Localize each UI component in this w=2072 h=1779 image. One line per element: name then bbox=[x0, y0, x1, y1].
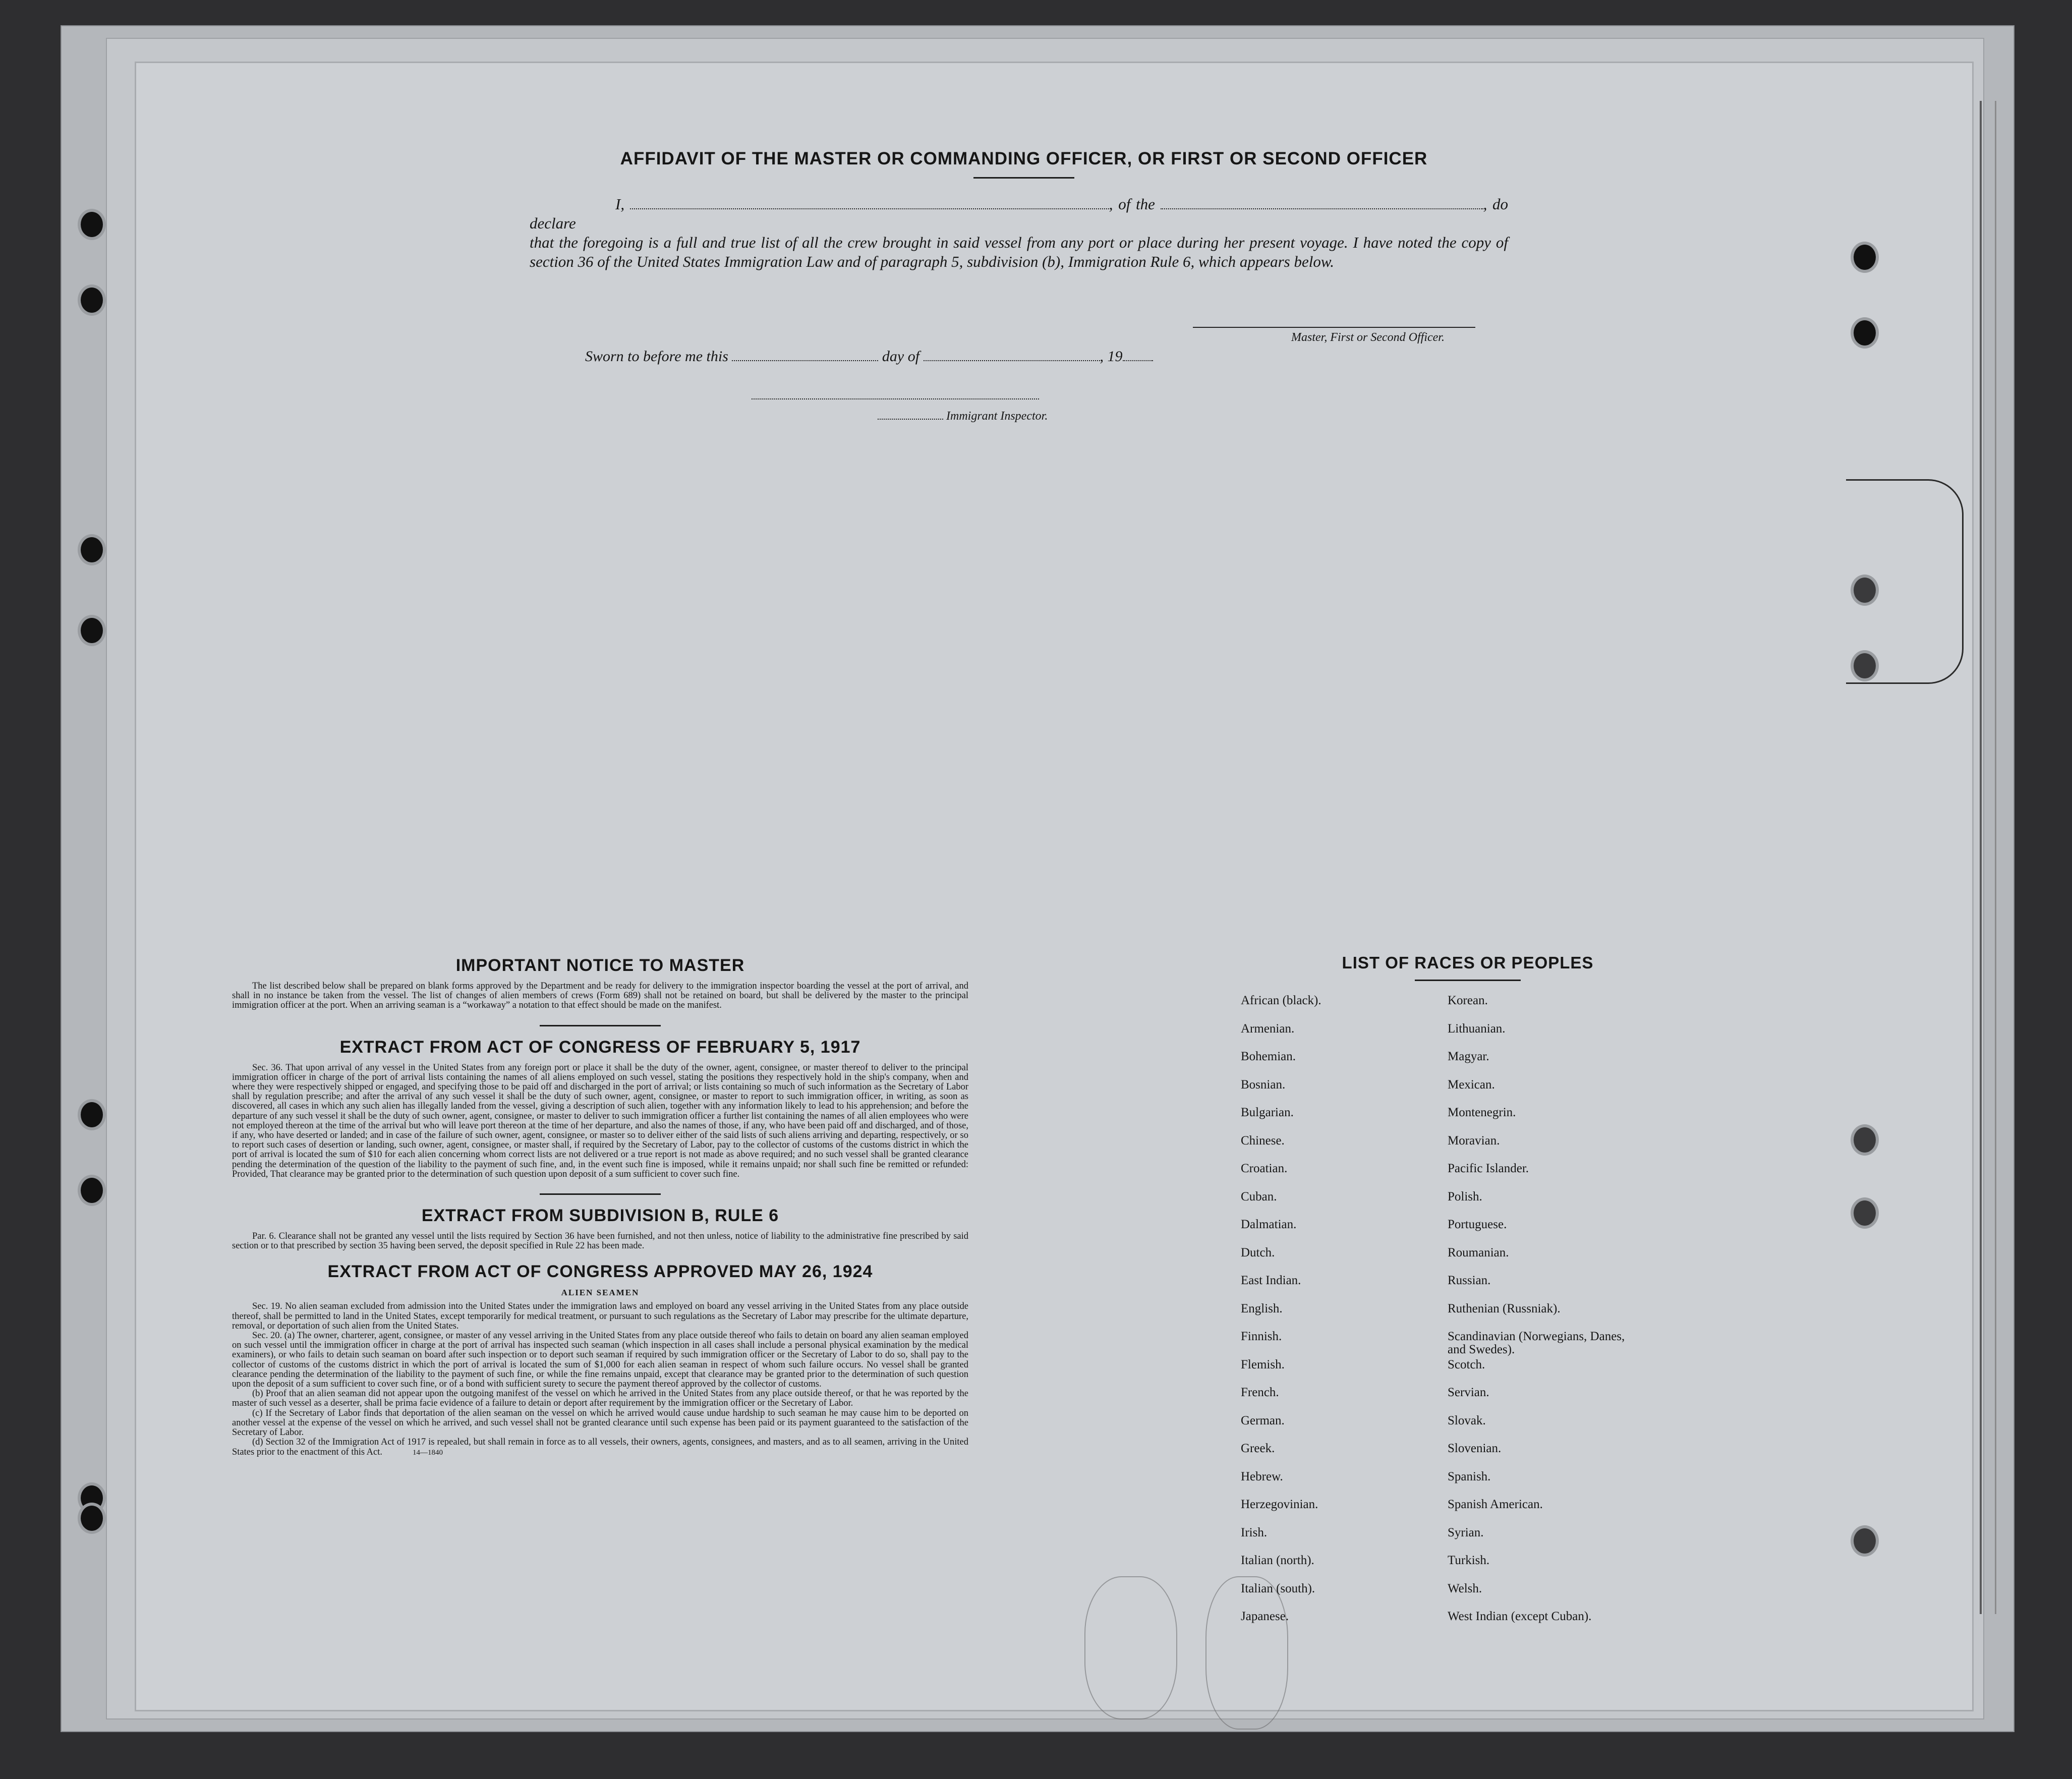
section-divider bbox=[540, 1193, 661, 1195]
race-item: Korean. bbox=[1448, 994, 1488, 1007]
race-item: English. bbox=[1241, 1301, 1283, 1315]
race-item: Roumanian. bbox=[1448, 1245, 1509, 1259]
race-item: Ruthenian (Russniak). bbox=[1448, 1301, 1561, 1315]
extract1-title: EXTRACT FROM ACT OF CONGRESS OF FEBRUARY 5, 1917 bbox=[339, 1037, 861, 1057]
inspector-caption: Immigrant Inspector. bbox=[946, 410, 1048, 423]
page-edge-line bbox=[1980, 101, 1982, 1614]
sworn-year: , 19 bbox=[1100, 348, 1123, 365]
extract2-body: Par. 6. Clearance shall not be granted any vessel until the lists required by Section 36 have been furnished, and not then unless, notice of liability to the administrative fine prescribed by said section or to that prescribed by section 35 having been served, the deposit specified in Rule 22 has been made. bbox=[232, 1231, 968, 1251]
signature-caption: Master, First or Second Officer. bbox=[1291, 331, 1445, 344]
sworn-statement bbox=[585, 348, 1153, 365]
extract3-sec20a: Sec. 20. (a) The owner, charterer, agent, consignee, or master of any vessel arriving in the United States from any place outside thereof who fails to detain on board any alien seaman employed on such vessel until the immigration officer in charge at the port of arrival has inspected such seaman (which inspection in all cases shall include a personal physical examination by the medical examiners), or who fails to detain such seaman on board after such inspection or to deport such seaman if required by such immigration officer or the Secretary of Labor to do so, shall pay to the collector of customs of the customs district in which the port of arrival is located the sum of $1,000 for each alien seaman in respect of whom such failure occurs. No vessel shall be granted clearance pending the determination of the liability to the payment of such fine, or while the fine remains unpaid, except that clearance may be granted prior to the determination of such question upon the deposit of a sum sufficient to cover such fine, or of a bond with sufficient surety to secure the payment thereof approved by the collector of customs. bbox=[232, 1331, 968, 1390]
title-rule bbox=[973, 177, 1074, 179]
binder-hole bbox=[81, 618, 103, 643]
declaration-text bbox=[530, 195, 1508, 271]
notice-section bbox=[232, 956, 968, 1458]
extract3-sec19: Sec. 19. No alien seaman excluded from admission into the United States under the immigration laws and employed on board any vessel arriving in the United States from any place outside thereof, shall be permitted to land in the United States, except temporarily for medical treatment, or pursuant to such regulations as the Secretary of Labor may prescribe for the ultimate departure, removal, or deportation of such alien from the United States. bbox=[232, 1301, 968, 1331]
races-right-column bbox=[1448, 994, 1629, 1638]
race-item: Hebrew. bbox=[1241, 1469, 1283, 1483]
declare-i: I, bbox=[615, 195, 625, 213]
declare-body: that the foregoing is a full and true list of all the crew brought in said vessel from any port or place during her present voyage. I have noted the copy of section 36 of the United States Immigration Law and of paragraph 5, subdivision (b), Immigration Rule 6, which appears below. bbox=[530, 234, 1508, 270]
extract3-sec20d bbox=[232, 1438, 968, 1457]
extract3-subtitle: ALIEN SEAMEN bbox=[561, 1288, 640, 1298]
races-title: LIST OF RACES OR PEOPLES bbox=[1342, 953, 1594, 972]
notice-title: IMPORTANT NOTICE TO MASTER bbox=[455, 956, 745, 975]
race-item: West Indian (except Cuban). bbox=[1448, 1610, 1592, 1623]
race-item: Syrian. bbox=[1448, 1525, 1484, 1539]
binder-hole bbox=[1854, 1127, 1876, 1153]
declare-do-declare: , do declare bbox=[530, 195, 1508, 232]
binder-hole bbox=[1854, 1528, 1876, 1554]
binder-hole bbox=[81, 1102, 103, 1127]
binder-hole bbox=[81, 537, 103, 562]
master-name-blank bbox=[630, 196, 1109, 209]
race-item: German. bbox=[1241, 1413, 1285, 1427]
signature-line bbox=[1193, 327, 1475, 328]
inspector-caption-lead bbox=[878, 413, 943, 420]
races-columns bbox=[1236, 994, 1700, 1638]
race-item: Russian. bbox=[1448, 1274, 1491, 1287]
binder-hole bbox=[81, 1506, 103, 1531]
race-item: Herzegovinian. bbox=[1241, 1498, 1318, 1511]
race-item: African (black). bbox=[1241, 994, 1321, 1007]
race-item: Polish. bbox=[1448, 1189, 1482, 1203]
sworn-day-blank bbox=[732, 348, 878, 361]
race-item: Italian (south). bbox=[1241, 1581, 1315, 1595]
sworn-year-blank bbox=[1123, 348, 1153, 361]
binder-hole bbox=[81, 212, 103, 237]
race-item: Finnish. bbox=[1241, 1330, 1282, 1343]
declare-of-the: , of the bbox=[1109, 195, 1155, 213]
sworn-text: Sworn to before me this bbox=[585, 348, 728, 365]
extract3-sec20c: (c) If the Secretary of Labor finds that deportation of the alien seaman on the vessel on which he arrived would cause undue hardship to such seaman he may cause him to be deported on another vessel at the expense of the vessel on which he arrived, and such vessel shall not be granted clearance until such expense has been paid or its payment guaranteed to the satisfaction of the Secretary of Labor. bbox=[232, 1408, 968, 1438]
affidavit-title: AFFIDAVIT OF THE MASTER OR COMMANDING OFFICER, OR FIRST OR SECOND OFFICER bbox=[620, 149, 1428, 168]
extract1-body: Sec. 36. That upon arrival of any vessel in the United States from any foreign port or place it shall be the duty of the owner, agent, consignee, or master thereof to deliver to the principal immigration officer in charge of the port of arrival lists containing the names of all aliens employed on such vessel, stating the positions they respectively hold in the ship's company, when and where they were respectively shipped or engaged, and specifying those to be paid off and discharged in the port of arrival; or lists containing so much of such information as the Secretary of Labor shall by regulation prescribe; and after the arrival of any such vessel it shall be the duty of such owner, agent, consignee, or master to report to such immigration officer, in writing, as soon as discovered, all cases in which any such alien has illegally landed from the vessel, giving a description of such alien, together with any information likely to lead to his apprehension; and before the departure of any such vessel it shall be the duty of such owner, agent, consignee, or master to deliver to such immigration officer a further list containing the names of all alien employees who were not employed thereon at the time of the arrival but who will leave port thereon at the time of her departure, and also the names of those, if any, who have been paid off and discharged, and of those, if any, who have deserted or landed; and in case of the failure of such owner, agent, consignee, or master so to deliver either of the said lists of such aliens arriving and departing, respectively, or so to report such cases of desertion or landing, such owner, agent, consignee, or master shall, if required by the Secretary of Labor, pay to the collector of customs of the customs district in which the port of arrival is located the sum of $10 for each alien concerning whom correct lists are not delivered or a true report is not made as above required; and no such vessel shall be granted clearance pending the determination of the question of the liability to the payment of such fine, and, in the event such fine is imposed, while it remains unpaid; nor shall such fine be remitted or refunded: Provided, That clearance may be granted prior to the determination of such question upon deposit of a sum sufficient to cover such fine. bbox=[232, 1062, 968, 1179]
affidavit-section bbox=[414, 149, 1634, 271]
races-left-column bbox=[1241, 994, 1448, 1638]
page-edge-stack bbox=[1975, 101, 2060, 1614]
race-item: Portuguese. bbox=[1448, 1218, 1507, 1231]
race-item: Slovenian. bbox=[1448, 1442, 1502, 1455]
race-item: Mexican. bbox=[1448, 1077, 1495, 1092]
race-item: Dutch. bbox=[1241, 1245, 1275, 1259]
race-item: Scandinavian (Norwegians, Danes, and Swedes). bbox=[1448, 1330, 1625, 1356]
sworn-day-of: day of bbox=[882, 348, 920, 365]
pencil-mark bbox=[1084, 1576, 1177, 1719]
vessel-name-blank bbox=[1161, 196, 1483, 209]
page-edge-line bbox=[1995, 101, 1996, 1614]
race-item: Armenian. bbox=[1241, 1021, 1295, 1036]
section-divider bbox=[540, 1025, 661, 1026]
form-number: 14—1840 bbox=[413, 1448, 443, 1457]
race-item: Bohemian. bbox=[1241, 1050, 1296, 1063]
race-item: Servian. bbox=[1448, 1386, 1489, 1399]
race-item: Montenegrin. bbox=[1448, 1106, 1516, 1119]
race-item: Slovak. bbox=[1448, 1413, 1486, 1427]
inspector-signature-line bbox=[752, 398, 1039, 399]
race-item: Scotch. bbox=[1448, 1357, 1485, 1371]
race-item: Japanese. bbox=[1241, 1610, 1289, 1623]
race-item: Bosnian. bbox=[1241, 1077, 1286, 1092]
sworn-month-blank bbox=[924, 348, 1100, 361]
inspector-caption-row bbox=[878, 410, 1048, 423]
race-item: Italian (north). bbox=[1241, 1554, 1314, 1567]
races-title-rule bbox=[1415, 980, 1521, 981]
race-item: Chinese. bbox=[1241, 1133, 1285, 1147]
race-item: French. bbox=[1241, 1386, 1279, 1399]
extract2-title: EXTRACT FROM SUBDIVISION B, RULE 6 bbox=[421, 1206, 779, 1226]
race-item: Irish. bbox=[1241, 1525, 1268, 1539]
race-item: Cuban. bbox=[1241, 1189, 1277, 1203]
race-item: Pacific Islander. bbox=[1448, 1162, 1529, 1175]
race-item: East Indian. bbox=[1241, 1274, 1301, 1287]
race-item: Croatian. bbox=[1241, 1162, 1288, 1175]
binder-hole bbox=[81, 288, 103, 313]
binder-hole bbox=[81, 1178, 103, 1203]
binder-hole bbox=[1854, 320, 1876, 346]
race-item: Moravian. bbox=[1448, 1133, 1500, 1147]
race-item: Greek. bbox=[1241, 1442, 1275, 1455]
extract3-sec20d-text: (d) Section 32 of the Immigration Act of 1917 is repealed, but shall remain in force as to all vessels, their owners, agents, consignees, and masters, and as to all seamen, arriving in the United States prior to the enactment of this Act. bbox=[232, 1437, 968, 1457]
race-item: Magyar. bbox=[1448, 1050, 1489, 1063]
race-item: Spanish American. bbox=[1448, 1498, 1543, 1511]
race-item: Bulgarian. bbox=[1241, 1106, 1294, 1119]
extract3-sec20b: (b) Proof that an alien seaman did not appear upon the outgoing manifest of the vessel on which he arrived in the United States from any place outside thereof, or that he was reported by the master of such vessel as a deserter, shall be prima facie evidence of a failure to detain or deport after requirement by the immigration officer or the Secretary of Labor. bbox=[232, 1389, 968, 1409]
extract3-title: EXTRACT FROM ACT OF CONGRESS APPROVED MAY 26, 1924 bbox=[327, 1262, 873, 1282]
notice-body: The list described below shall be prepared on blank forms approved by the Department and be ready for delivery to the immigration inspector boarding the vessel at the port of arrival, and shall in no instance be taken from the vessel. The list of changes of alien members of crews (Form 689) shall not be retained on board, but shall be delivered by the master to the principal immigration officer at the port. When an arriving seaman is a “workaway” a notation to that effect should be made on the manifest. bbox=[232, 981, 968, 1011]
races-section bbox=[1236, 953, 1700, 1638]
race-item: Dalmatian. bbox=[1241, 1218, 1297, 1231]
race-item: Welsh. bbox=[1448, 1581, 1482, 1595]
bleed-through-mark bbox=[1846, 479, 1964, 684]
race-item: Spanish. bbox=[1448, 1469, 1491, 1483]
race-item: Turkish. bbox=[1448, 1554, 1490, 1567]
race-item: Flemish. bbox=[1241, 1357, 1285, 1371]
race-item: Lithuanian. bbox=[1448, 1021, 1506, 1036]
binder-hole bbox=[1854, 245, 1876, 270]
binder-hole bbox=[1854, 1200, 1876, 1226]
